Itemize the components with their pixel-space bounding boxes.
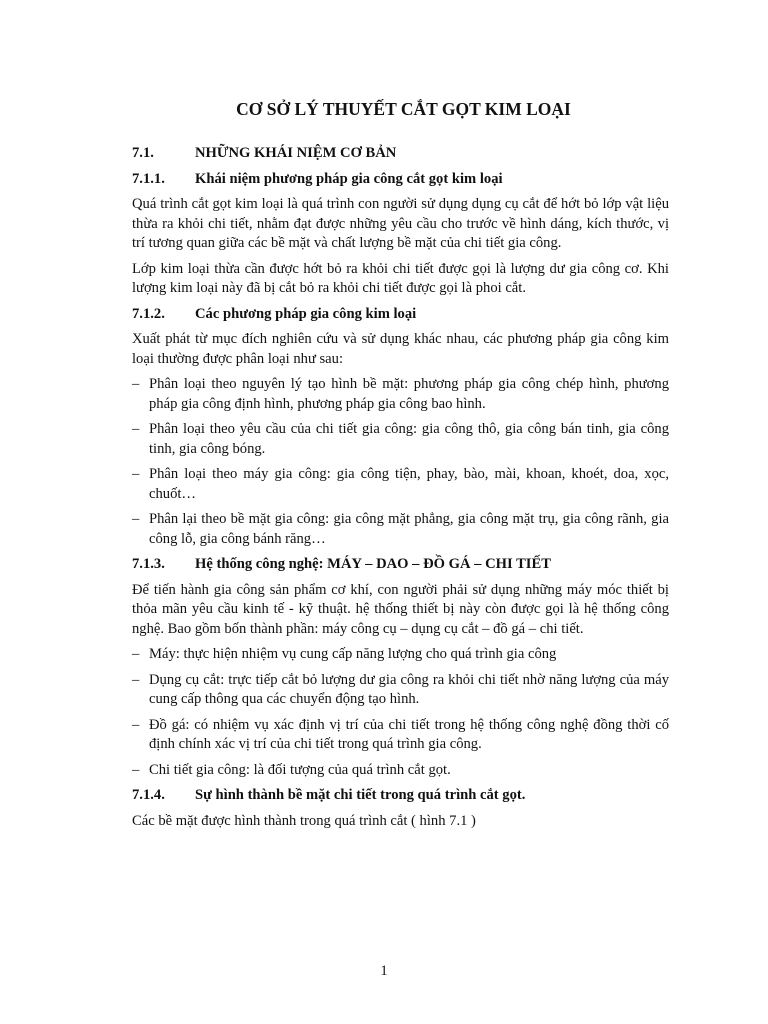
subsection-number: 7.1.4. bbox=[132, 787, 165, 803]
paragraph: Các bề mặt được hình thành trong quá trình cắt ( hình 7.1 ) bbox=[132, 812, 476, 829]
list-item-text: Phân lại theo bề mặt gia công: gia công mặt phẳng, gia công mặt trụ, gia công rãnh, gia công lỗ, gia công bánh răng… bbox=[149, 511, 669, 547]
list-item-text: Phân loại theo máy gia công: gia công tiện, phay, bào, mài, khoan, khoét, doa, xọc, chuốt… bbox=[149, 466, 669, 502]
list-item-text: Chi tiết gia công: là đối tượng của quá trình cắt gọt. bbox=[149, 761, 451, 778]
list-item-text: Phân loại theo nguyên lý tạo hình bề mặt: phương pháp gia công chép hình, phương pháp gia công định hình, phương pháp gia công bao hình. bbox=[149, 376, 669, 412]
subsection-heading-7-1-1 bbox=[132, 170, 669, 190]
list-item bbox=[132, 716, 669, 755]
list-item bbox=[132, 420, 669, 459]
subsection-title: Sự hình thành bề mặt chi tiết trong quá trình cắt gọt. bbox=[195, 787, 526, 803]
list-item bbox=[132, 465, 669, 504]
section-title: NHỮNG KHÁI NIỆM CƠ BẢN bbox=[195, 145, 397, 161]
bullet-dash: – bbox=[132, 466, 140, 482]
list-item-text: Phân loại theo yêu cầu của chi tiết gia công: gia công thô, gia công bán tinh, gia công tinh, gia công bóng. bbox=[149, 421, 669, 457]
paragraph: Để tiến hành gia công sản phẩm cơ khí, con người phải sử dụng những máy móc thiết bị thỏa mãn yêu cầu kinh tế - kỹ thuật. hệ thống thiết bị này còn được gọi là hệ thống công nghệ. Bao gồm bốn thành phần: máy công cụ – dụng cụ cắt – đồ gá – chi tiết. bbox=[132, 581, 669, 637]
list-item-text: Máy: thực hiện nhiệm vụ cung cấp năng lượng cho quá trình gia công bbox=[149, 646, 557, 662]
list-item bbox=[132, 671, 669, 710]
list-item bbox=[132, 375, 669, 414]
section-number: 7.1. bbox=[132, 145, 154, 161]
bullet-dash: – bbox=[132, 376, 140, 392]
subsection-heading-7-1-4 bbox=[132, 786, 669, 806]
subsection-title: Khái niệm phương pháp gia công cắt gọt kim loại bbox=[195, 170, 503, 187]
list-item-text: Đồ gá: có nhiệm vụ xác định vị trí của chi tiết trong hệ thống công nghệ đồng thời cố định chính xác vị trí của chi tiết trong quá trình gia công. bbox=[149, 716, 669, 752]
list-item bbox=[132, 761, 669, 781]
document-title: CƠ SỞ LÝ THUYẾT CẮT GỌT KIM LOẠI bbox=[236, 99, 571, 119]
section-heading bbox=[132, 144, 669, 164]
subsection-heading-7-1-2 bbox=[132, 305, 669, 325]
bullet-dash: – bbox=[132, 671, 140, 688]
subsection-heading-7-1-3 bbox=[132, 555, 669, 575]
paragraph: Lớp kim loại thừa cần được hớt bỏ ra khỏi chi tiết được gọi là lượng dư gia công cơ. Khi lượng kim loại này đã bị cắt bỏ ra khỏi chi tiết được gọi là phoi cắt. bbox=[132, 260, 669, 296]
bullet-dash: – bbox=[132, 421, 140, 437]
list-item bbox=[132, 510, 669, 549]
bullet-dash: – bbox=[132, 716, 140, 733]
subsection-number: 7.1.2. bbox=[132, 305, 165, 322]
bullet-dash: – bbox=[132, 511, 140, 527]
list-item-text: Dụng cụ cắt: trực tiếp cắt bỏ lượng dư gia công ra khỏi chi tiết nhờ năng lượng của máy cung cấp thông qua các chuyển động tạo hình. bbox=[149, 671, 669, 707]
bullet-dash: – bbox=[132, 761, 140, 778]
page-content bbox=[132, 98, 669, 831]
page-number: 1 bbox=[380, 963, 388, 979]
subsection-number: 7.1.3. bbox=[132, 556, 165, 572]
bullet-dash: – bbox=[132, 646, 140, 662]
list-item bbox=[132, 645, 669, 665]
subsection-number: 7.1.1. bbox=[132, 170, 165, 187]
paragraph: Quá trình cắt gọt kim loại là quá trình con người sử dụng dụng cụ cắt để hớt bỏ lớp vật liệu thừa ra khỏi chi tiết, nhằm đạt được những yêu cầu cho trước về hình dáng, kích thước, vị trí tương quan giữa các bề mặt và chất lượng bề mặt của chi tiết gia công. bbox=[132, 196, 669, 251]
subsection-title: Hệ thống công nghệ: MÁY – DAO – ĐỒ GÁ – CHI TIẾT bbox=[195, 556, 551, 572]
paragraph: Xuất phát từ mục đích nghiên cứu và sử dụng khác nhau, các phương pháp gia công kim loại thường được phân loại như sau: bbox=[132, 331, 669, 367]
subsection-title: Các phương pháp gia công kim loại bbox=[195, 305, 417, 322]
